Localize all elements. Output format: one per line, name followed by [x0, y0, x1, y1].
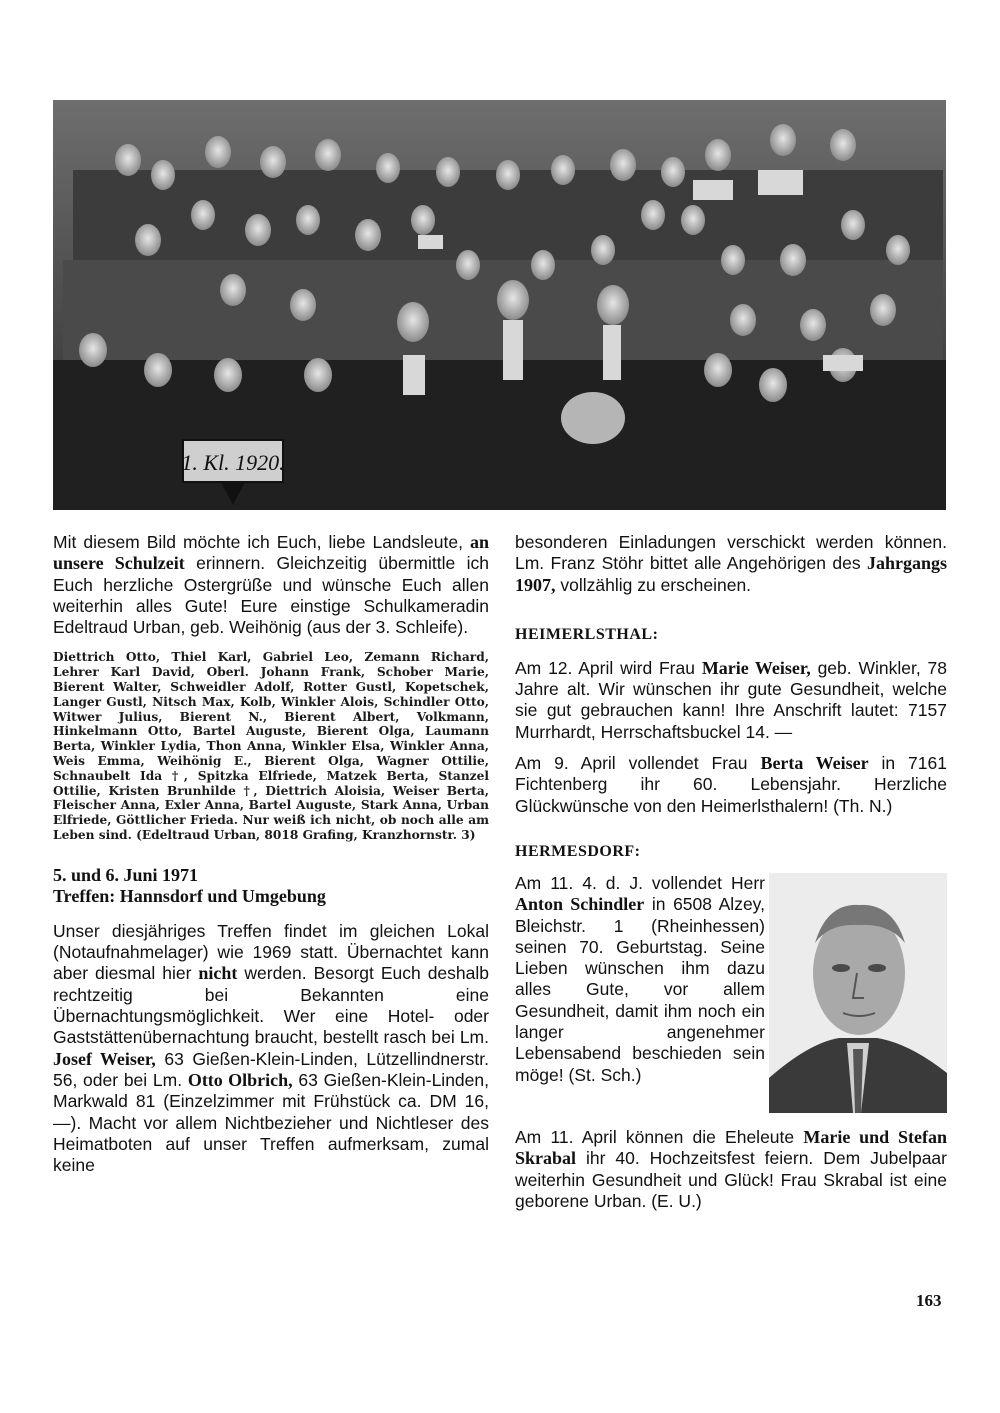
event-paragraph: Unser diesjähriges Treffen findet im gleichen Lokal (Notaufnahmelager) wie 1969 statt. Übernachtet kann aber diesmal hier nicht werden. Besorgt Euch deshalb rechtzeitig bei Bekannten eine Übernachtungsmöglichkeit. Wer eine Hotel- oder Gaststättenübernachtung braucht, bestellt rasch bei Lm. Josef Weiser, 63 Gießen-Klein-Linden, Lützellindnerstr. 56, oder bei Lm. Otto Olbrich, 63 Gießen-Klein-Linden, Markwald 81 (Einzelzimmer mit Frühstück ca. DM 16,—). Macht vor allem Nichtbezieher und Nichtleser des Heimatboten auf unser Treffen aufmerksam, zumal keine [53, 920, 489, 1176]
portrait-photo [769, 873, 947, 1113]
heimerlsthal-paragraph-2: Am 9. April vollendet Frau Berta Weiser in 7161 Fichtenberg ihr 60. Lebensjahr. Herzliche Glückwünsche von den Heimerlsthalern! (Th. N.) [515, 753, 947, 816]
right-column [515, 532, 947, 1212]
class-photo [53, 100, 946, 510]
section-heimerlsthal: HEIMERLSTHAL: [515, 625, 659, 643]
page-number: 163 [916, 1291, 942, 1310]
left-column [53, 532, 489, 1176]
event-heading [53, 865, 489, 907]
heimerlsthal-paragraph-1: Am 12. April wird Frau Marie Weiser, geb. Winkler, 78 Jahre alt. Wir wünschen ihr gute Gesundheit, welche sie gut gebrauchen kann! Ihre Anschrift lautet: 7157 Murrhardt, Herrschaftsbuckel 14. — [515, 657, 947, 742]
contact-name-2: Otto Olbrich, [187, 1069, 293, 1090]
event-date: 5. und 6. Juni 1971 [53, 864, 199, 885]
year-group-emphasis: Jahrgangs 1907, [515, 553, 947, 595]
intro-paragraph: Mit diesem Bild möchte ich Euch, liebe Landsleute, an unsere Schulzeit erinnern. Gleichzeitig übermittle ich Euch herzliche Ostergrüße und wünsche Euch allen weiterhin alles Gute! Eure einstige Schulkameradin Edeltraud Urban, geb. Weihönig (aus der 3. Schleife). [53, 532, 489, 638]
not-emphasis: nicht [198, 963, 238, 984]
section-hermesdorf: HERMESDORF: [515, 842, 641, 860]
continuation-paragraph: besonderen Einladungen verschickt werden können. Lm. Franz Stöhr bittet alle Angehörigen des Jahrgangs 1907, vollzählig zu erscheinen. [515, 532, 947, 595]
hermesdorf-paragraph-2: Am 11. April können die Eheleute Marie und Stefan Skrabal ihr 40. Hochzeitsfest feiern. Dem Jubelpaar weiterhin Gesundheit und Glück! Frau Skrabal ist eine geborene Urban. (E. U.) [515, 1126, 948, 1211]
intro-emphasis: an unsere Schulzeit [53, 532, 489, 574]
portrait-image [769, 873, 947, 1113]
hermesdorf-block [515, 873, 947, 1123]
student-names-list: Diettrich Otto, Thiel Karl, Gabriel Leo, Zemann Richard, Lehrer Karl David, Oberl. Johann Frank, Schober Marie, Bierent Walter, Schweidler Adolf, Rotter Gustl, Kopetschek, Langer Gustl, Nitsch Max, Kolb, Winkler Alois, Schindler Otto, Witwer Julius, Bierent N., Bierent Albert, Volkmann, Hinkelmann Otto, Bartel Auguste, Bierent Olga, Laumann Berta, Winkler Lydia, Thon Anna, Winkler Elsa, Winkler Anna, Weis Emma, Weihönig E., Bierent Olga, Wagner Ottilie, Schnaubelt Ida †, Spitzka Elfriede, Matzek Berta, Stanzel Ottilie, Kristen Brunhilde †, Diettrich Aloisia, Weiser Berta, Fleischer Anna, Exler Anna, Bartel Auguste, Stark Anna, Urban Elfriede, Göttlicher Frieda. Nur weiß ich nicht, ob noch alle am Leben sind. (Edeltraud Urban, 8018 Grafing, Kranzhornstr. 3) [53, 650, 489, 843]
class-sign-text: 1. Kl. 1920. [181, 450, 285, 475]
event-title: Treffen: Hannsdorf und Umgebung [53, 885, 326, 906]
contact-name-1: Josef Weiser, [53, 1048, 156, 1069]
class-photo-image [53, 100, 946, 510]
hermesdorf-paragraph-1: Am 11. 4. d. J. vollendet Herr Anton Schindler in 6508 Alzey, Bleichstr. 1 (Rheinhessen) seinen 70. Geburtstag. Seine Lieben wünschen ihm dazu alles Gute, vor allem Gesundheit, damit ihm noch ein langer angenehmer Lebensabend beschieden sein möge! (St. Sch.) [515, 872, 765, 1085]
